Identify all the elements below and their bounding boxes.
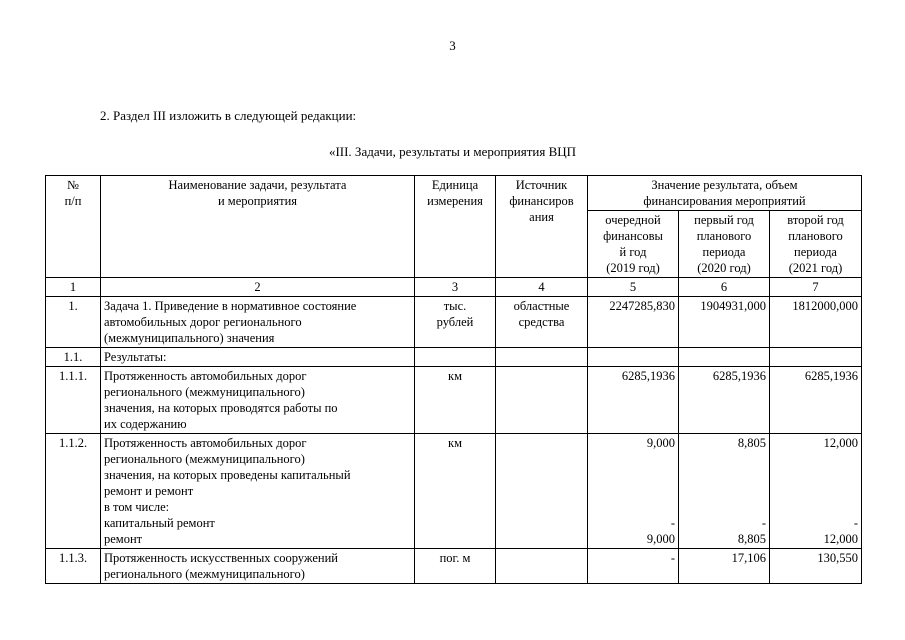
row-value-2020: 1904931,000 — [679, 297, 770, 348]
column-number: 4 — [496, 278, 588, 297]
column-number: 7 — [770, 278, 862, 297]
row-value-2019: 9,000 - 9,000 — [588, 434, 679, 549]
row-value-2021: 6285,1936 — [770, 367, 862, 434]
section-title: «III. Задачи, результаты и мероприятия ВЦП — [328, 144, 577, 159]
row-source — [496, 434, 588, 549]
row-value-2020: 6285,1936 — [679, 367, 770, 434]
row-unit: пог. м — [415, 549, 496, 584]
header-year-2021: второй год планового периода (2021 год) — [770, 211, 862, 278]
row-value-2021: 1812000,000 — [770, 297, 862, 348]
row-value-2021: 12,000 - 12,000 — [770, 434, 862, 549]
column-number: 5 — [588, 278, 679, 297]
row-unit: тыс. рублей — [415, 297, 496, 348]
row-value-2019: 2247285,830 — [588, 297, 679, 348]
row-value-2021: 130,550 — [770, 549, 862, 584]
header-unit: Единица измерения — [415, 176, 496, 278]
row-value-2020 — [679, 348, 770, 367]
column-number: 6 — [679, 278, 770, 297]
row-number: 1.1. — [46, 348, 101, 367]
table-row — [46, 367, 862, 434]
row-number: 1.1.2. — [46, 434, 101, 549]
intro-text: 2. Раздел III изложить в следующей редакции: — [100, 108, 357, 123]
column-numbers-row — [46, 278, 862, 297]
column-number: 1 — [46, 278, 101, 297]
row-value-2020: 17,106 — [679, 549, 770, 584]
row-name: Результаты: — [101, 348, 415, 367]
row-value-2019: 6285,1936 — [588, 367, 679, 434]
row-source: областные средства — [496, 297, 588, 348]
header-year-2019: очередной финансовы й год (2019 год) — [588, 211, 679, 278]
header-row — [46, 176, 862, 211]
row-name: Протяженность автомобильных дорог регионального (межмуниципального) значения, на которых проведены капитальный ремонт и ремонт в том числе: капитальный ремонт ремонт — [101, 434, 415, 549]
row-number: 1.1.1. — [46, 367, 101, 434]
row-source — [496, 367, 588, 434]
row-name: Задача 1. Приведение в нормативное состояние автомобильных дорог регионального (межмуниципального) значения — [101, 297, 415, 348]
table-row — [46, 297, 862, 348]
row-unit: км — [415, 434, 496, 549]
row-name: Протяженность искусственных сооружений регионального (межмуниципального) — [101, 549, 415, 584]
table-row — [46, 348, 862, 367]
row-unit — [415, 348, 496, 367]
column-number: 3 — [415, 278, 496, 297]
header-year-2020: первый год планового периода (2020 год) — [679, 211, 770, 278]
table-row — [46, 434, 862, 549]
row-number: 1.1.3. — [46, 549, 101, 584]
tasks-table — [45, 175, 862, 584]
header-values-group: Значение результата, объем финансирования мероприятий — [588, 176, 862, 211]
row-unit: км — [415, 367, 496, 434]
row-value-2019 — [588, 348, 679, 367]
row-value-2021 — [770, 348, 862, 367]
table-row — [46, 549, 862, 584]
row-name: Протяженность автомобильных дорог регионального (межмуниципального) значения, на которых проводятся работы по их содержанию — [101, 367, 415, 434]
row-source — [496, 549, 588, 584]
header-source: Источник финансиров ания — [496, 176, 588, 278]
page-number: 3 — [449, 38, 456, 53]
column-number: 2 — [101, 278, 415, 297]
row-value-2019: - — [588, 549, 679, 584]
header-num: № п/п — [46, 176, 101, 278]
header-name: Наименование задачи, результата и мероприятия — [101, 176, 415, 278]
row-value-2020: 8,805 - 8,805 — [679, 434, 770, 549]
row-source — [496, 348, 588, 367]
row-number: 1. — [46, 297, 101, 348]
